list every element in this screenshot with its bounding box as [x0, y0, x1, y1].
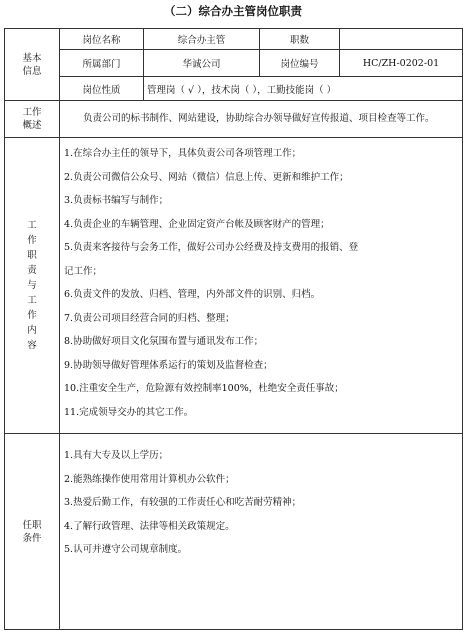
qualification-item: 1.具有大专及以上学历；	[64, 450, 169, 461]
section-label-char: 内	[27, 325, 37, 336]
qualification-item: 3.热爱后勤工作，有较强的工作责任心和吃苦耐劳精神；	[64, 497, 302, 508]
department-value: 华诚公司	[144, 50, 260, 77]
qualification-item: 2.能熟练操作使用常用计算机办公软件；	[64, 473, 235, 485]
position-nature-value: 管理岗（ √ ），技术岗（ ），工勤技能岗（ ）	[144, 77, 463, 101]
duty-item: 7.负责公司项目经营合同的归档、整理；	[64, 312, 235, 324]
duty-item: 3.负责标书编写与制作；	[64, 195, 169, 206]
section-label-line: 概述	[22, 120, 42, 131]
section-label-line: 信息	[22, 65, 42, 77]
basic-info-section-label	[5, 29, 60, 101]
department-label: 所属部门	[60, 50, 144, 77]
rank-label: 职数	[260, 29, 340, 50]
rank-value	[340, 29, 463, 50]
position-name-value: 综合办主管	[144, 29, 260, 50]
duty-item: 6.负责文件的发放、归档、管理，内外部文件的识别、归档。	[64, 289, 321, 300]
qualifications-section-label	[5, 434, 60, 630]
row-position-name	[5, 29, 463, 50]
row-overview	[5, 101, 463, 138]
section-label-line: 基本	[22, 52, 42, 64]
row-qualifications	[5, 434, 463, 630]
section-label-char: 工	[27, 220, 37, 231]
section-label-char: 作	[27, 235, 37, 246]
duty-item: 8.协助做好项目文化氛围布置与通讯发布工作；	[64, 336, 264, 347]
section-label-line: 工作	[22, 107, 42, 118]
overview-text: 负责公司的标书制作、网站建设，协助综合办领导做好宣传报道、项目检查等工作。	[60, 101, 463, 138]
duty-item: 10.注重安全生产，危险源有效控制率100%，杜绝安全责任事故；	[64, 383, 344, 394]
duty-item: 记工作；	[64, 265, 103, 277]
position-name-label: 岗位名称	[60, 29, 144, 50]
section-label-char: 容	[27, 340, 37, 351]
duty-item: 1.在综合办主任的领导下，具体负责公司各项管理工作；	[64, 148, 302, 159]
qualifications-list	[60, 434, 463, 630]
document-title: （二）综合办主管岗位职责	[164, 4, 302, 18]
position-nature-label: 岗位性质	[60, 77, 144, 101]
duties-section-label	[5, 138, 60, 434]
job-description-table	[4, 28, 463, 630]
section-label-char: 职	[27, 250, 37, 261]
section-label-line: 条件	[22, 532, 42, 544]
position-code-value: HC/ZH-0202-01	[340, 50, 463, 77]
section-label-char: 与	[27, 280, 37, 291]
duty-item: 11.完成领导交办的其它工作。	[64, 406, 194, 418]
duty-item: 2.负责公司微信公众号、网站（微信）信息上传、更新和维护工作；	[64, 171, 349, 183]
qualification-item: 4.了解行政管理、法律等相关政策规定。	[64, 520, 235, 532]
duty-item: 4.负责企业的车辆管理、企业固定资产台帐及顾客财产的管理；	[64, 218, 330, 230]
position-code-label: 岗位编号	[260, 50, 340, 77]
row-position-nature	[5, 77, 463, 101]
section-label-char: 工	[27, 295, 37, 306]
duty-item: 5.负责来客接待与会务工作，做好公司办公经费及持支费用的报销、登	[64, 242, 359, 253]
duty-item: 9.协助领导做好管理体系运行的策划及监督检查；	[64, 359, 273, 371]
row-duties	[5, 138, 463, 434]
section-label-line: 任职	[22, 519, 42, 531]
row-department	[5, 50, 463, 77]
section-label-char: 作	[27, 310, 37, 321]
qualification-item: 5.认可并遵守公司规章制度。	[64, 544, 188, 555]
section-label-char: 责	[27, 265, 37, 276]
overview-section-label	[5, 101, 60, 138]
duties-list	[60, 138, 463, 434]
